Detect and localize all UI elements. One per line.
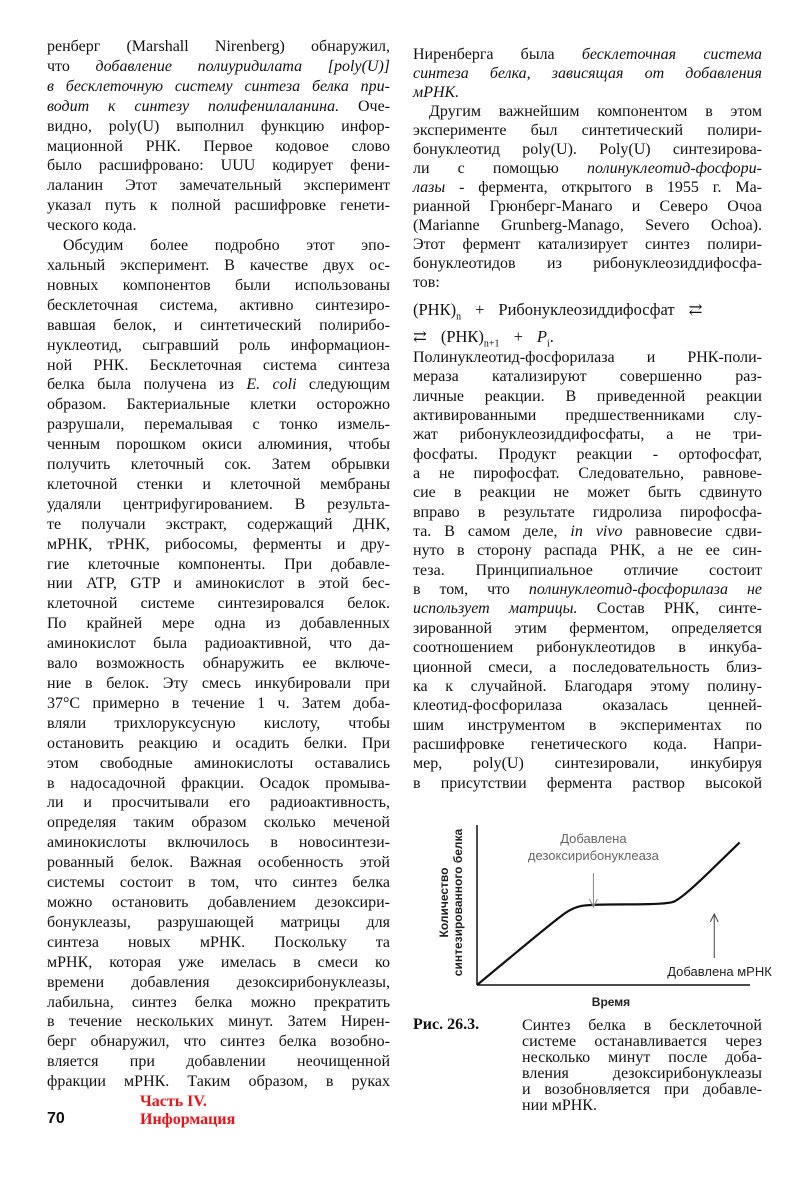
text-line: [47, 375, 390, 395]
text-run: Ниренберга была: [413, 46, 582, 63]
italic-text-run: E. coli: [246, 376, 297, 394]
product-rna: $(РНК)_{n+1}$: [440, 327, 500, 350]
text-line: определяя таким образом сколько меченой: [47, 814, 390, 832]
text-line: в присутствии фермента раствор высокой: [413, 774, 762, 792]
text-line: По крайней мере одна из добавленных: [47, 615, 390, 633]
text-run: Оче-: [339, 97, 391, 115]
italic-text-run: полинуклеотид-фосфори-: [587, 160, 762, 177]
text-line: фракции мРНК. Таким образом, в руках: [47, 1073, 390, 1091]
text-line: жат рибонуклеозиддифосфаты, а не три-: [413, 426, 762, 444]
text-line: [413, 64, 762, 83]
text-line: аминокислот была радиоактивной, что да-: [47, 635, 390, 653]
plus-sign: +: [513, 327, 523, 347]
text-line: было расшифровано: UUU кодирует фени-: [47, 157, 390, 175]
text-line: видно, poly(U) выполнил функцию инфор-: [47, 117, 390, 135]
text-line: бесклеточная система, активно синтезиро-: [47, 296, 390, 314]
text-line: нуклеотид, сыгравший роль информацион-: [47, 336, 390, 354]
italic-text-run: полинуклеотид-фосфорилаза не: [528, 581, 762, 599]
text-line: мер, poly(U) синтезировали, инкубируя: [413, 755, 762, 773]
text-line: Обсудим более подробно этот эпо-: [63, 237, 390, 255]
text-line: расшифровке генетического кода. Напри-: [413, 735, 762, 753]
right-column-text-top: [413, 45, 762, 292]
text-line: рованный белок. Важная особенность этой: [47, 854, 390, 872]
italic-text-run: использует матрицы.: [413, 600, 578, 618]
text-line: указал путь к полной расшифровке генети-: [47, 197, 390, 215]
text-line: ренберг (Marshall Nirenberg) обнаружил,: [47, 38, 390, 55]
italic-text-run: in vivo: [570, 523, 623, 541]
text-run: та. В самом деле,: [413, 523, 571, 541]
text-line: рианной Грюнберг-Манаго и Северо Очоа: [413, 198, 762, 215]
text-line: можно остановить добавлением дезоксири-: [47, 893, 390, 911]
figure-caption: [522, 1016, 762, 1112]
text-line: в течение нескольких минут. Затем Нирен-: [47, 1013, 390, 1031]
text-line: ционной смеси, а последовательность близ-: [413, 658, 762, 676]
caption-line: несколько минут после доба-: [522, 1049, 762, 1066]
text-run: равновесие сдви-: [622, 523, 762, 541]
text-line: теза. Принципиальное отличие состоит: [413, 561, 762, 579]
text-line: получить клеточный сок. Затем обрывки: [47, 456, 390, 474]
text-line: бонуклеотидов из рибонуклеозиддифосфа-: [413, 255, 762, 272]
text-line: клеточной системе синтезировался белок.: [47, 595, 390, 613]
text-line: берг обнаружил, что синтез белка возобно-: [47, 1033, 390, 1051]
text-line: Этот фермент катализирует синтез полири-: [413, 236, 762, 253]
text-line: а не пирофосфат. Следовательно, равнове-: [413, 465, 762, 483]
figure-label: Рис. 26.3.: [413, 1016, 480, 1033]
left-column-text: [47, 37, 390, 1092]
text-line: личные реакции. В приведенной реакции: [413, 387, 762, 405]
text-run: следующим: [296, 376, 391, 394]
text-line: ной РНК. Бесклеточная система синтеза: [47, 356, 390, 374]
text-line: бонуклеазы, разрушающей матрицы для: [47, 913, 390, 931]
text-line: [47, 57, 390, 77]
text-line: вляется при добавлении неочищенной: [47, 1053, 390, 1071]
italic-text-run: синтеза белка, зависящая от добавления: [413, 65, 762, 82]
caption-line: нии мРНК.: [522, 1097, 597, 1114]
text-line: ли и просчитывали его радиоактивность,: [47, 794, 390, 812]
text-run: - фермента, открытого в 1955 г. Ма-: [445, 179, 762, 196]
italic-text-run: мРНК.: [413, 84, 460, 101]
text-line: [413, 159, 762, 178]
equilibrium-arrow-icon: ⇄: [413, 327, 427, 347]
caption-line: и возобновляется при добавле-: [522, 1081, 762, 1098]
text-line: те получали экстракт, содержащий ДНК,: [47, 515, 390, 533]
italic-text-run: бесклеточная система: [581, 46, 762, 63]
text-line: мРНК, которая уже имелась в смеси ко: [47, 953, 390, 971]
text-line: [413, 599, 762, 618]
y-axis-label: синтезированного белка: [451, 828, 465, 977]
text-line: аминокислоты включилось в новосинтези-: [47, 834, 390, 852]
right-column-text-bottom: [413, 348, 762, 793]
text-line: (Marianne Grunberg-Manago, Severo Ochoa).: [413, 217, 762, 234]
page-number: 70: [47, 1110, 65, 1127]
text-line: мационной РНК. Первое кодовое слово: [47, 137, 390, 155]
equilibrium-arrow-icon: ⇄: [688, 300, 703, 319]
running-footer: [140, 1093, 235, 1129]
annotation-mrna-label: Добавлена мРНК: [667, 964, 772, 979]
text-line: системы состоит в том, что синтез белка: [47, 874, 390, 892]
text-line: гие клеточные компоненты. При добавле-: [47, 555, 390, 573]
text-line: [413, 580, 762, 599]
text-line: ческого кода.: [47, 217, 137, 235]
text-line: Другим важнейшим компонентом в этом: [429, 103, 762, 120]
text-line: зированной этим ферментом, определяется: [413, 619, 762, 637]
text-line: этом свободные аминокислоты оставались: [47, 754, 390, 772]
text-line: клеточной стенки и клеточной мембраны: [47, 475, 390, 493]
text-run: белка была получена из: [47, 376, 247, 394]
reactant-ndp: Рибонуклеозиддифосфат: [498, 300, 675, 319]
text-line: шим инструментом в экспериментах по: [413, 716, 762, 734]
text-line: разрушали, перемалывая с тонко измель-: [47, 416, 390, 434]
text-line: нуто в сторону распада РНК, а не ее син-: [413, 542, 762, 560]
annotation-dnase-label: дезоксирибонуклеаза: [527, 848, 659, 863]
text-line: [47, 77, 390, 97]
part-number: Часть IV.: [140, 1093, 207, 1110]
text-line: тов:: [413, 274, 440, 291]
text-line: хальный эксперимент. В качестве двух ос-: [47, 256, 390, 274]
plus-sign: +: [475, 300, 485, 319]
text-line: нии ATP, GTP и аминокислот в этой бес-: [47, 575, 390, 593]
text-line: в надосадочной фракции. Осадок промыва-: [47, 774, 390, 792]
text-line: [413, 522, 762, 541]
italic-text-run: лазы: [413, 179, 446, 196]
text-line: [413, 178, 762, 197]
text-line: ченным порошком окиси алюминия, чтобы: [47, 436, 390, 454]
text-run: Состав РНК, синте-: [577, 600, 762, 618]
caption-line: Синтез белка в бесклеточной: [522, 1017, 762, 1034]
text-line: активированными предшественниками слу-: [413, 407, 762, 425]
text-line: образом. Бактериальные клетки осторожно: [47, 396, 390, 414]
text-line: фосфаты. Продукт реакции - ортофосфат,: [413, 445, 762, 463]
text-line: мРНК, тРНК, рибосомы, ферменты и дру-: [47, 535, 390, 553]
text-line: вало возможность обнаружить ее включе-: [47, 655, 390, 673]
text-line: ние в белок. Эту смесь инкубировали при: [47, 675, 390, 692]
reaction-equation: [413, 300, 762, 355]
text-line: [413, 45, 762, 64]
text-line: эксперименте был синтетический полири-: [413, 122, 762, 139]
text-line: [47, 97, 390, 117]
text-line: удаляли центрифугированием. В результа-: [47, 495, 390, 513]
text-line: остановить реакцию и осадить белки. При: [47, 734, 390, 752]
text-line: времени добавления дезоксирибонуклеазы,: [47, 973, 390, 991]
text-line: ка к случайной. Благодаря этому полину-: [413, 677, 762, 695]
italic-text-run: добавление полиуридилата [poly(U)]: [95, 57, 391, 75]
part-title: Информация: [140, 1111, 236, 1128]
text-line: лаланин Этот замечательный эксперимент: [47, 177, 390, 195]
text-run: в том, что: [413, 581, 529, 599]
x-axis-label: Время: [591, 995, 631, 1009]
text-line: бонуклеотид poly(U). Poly(U) синтезирова-: [413, 141, 762, 158]
caption-line: системе останавливается через: [522, 1033, 762, 1050]
text-line: вавшая белок, и синтетический полирибо-: [47, 316, 390, 334]
text-run: ли с помощью: [413, 160, 587, 177]
caption-line: вления дезоксирибонуклеазы: [522, 1065, 762, 1082]
text-line: вляли трихлоруксусную кислоту, чтобы: [47, 714, 390, 732]
text-line: сие в реакции не может быть сдвинуто: [413, 484, 762, 502]
text-line: вправо в результате гидролиза пирофосфа-: [413, 503, 762, 521]
text-line: Полинуклеотид-фосфорилаза и РНК-поли-: [413, 349, 762, 366]
text-line: [413, 83, 762, 102]
italic-text-run: водит к синтезу полифенилаланина.: [47, 97, 340, 115]
text-run: что: [47, 57, 96, 75]
annotation-dnase-label: Добавлена: [560, 831, 627, 846]
y-axis-label: Количество: [437, 867, 451, 938]
text-line: синтеза новых мРНК. Поскольку та: [47, 933, 390, 951]
text-line: новных компонентов были использованы: [47, 276, 390, 294]
product-phosphate: $P_i$.: [536, 327, 554, 350]
equation-line-1: [413, 300, 762, 327]
text-line: мераза катализируют совершенно раз-: [413, 368, 762, 386]
text-line: лабильна, синтез белка можно прекратить: [47, 993, 390, 1011]
reactant-rna: $(РНК)_n$: [413, 300, 462, 323]
text-line: 37°С примерно в течение 1 ч. Затем доба-: [47, 694, 390, 712]
protein-synthesis-chart: [420, 810, 780, 1010]
italic-text-run: в бесклеточную систему синтеза белка при-: [47, 77, 390, 95]
text-line: соотношением рибонуклеотидов в инкуба-: [413, 639, 762, 657]
text-line: клеотид-фосфорилаза оказалась ценней-: [413, 697, 762, 715]
